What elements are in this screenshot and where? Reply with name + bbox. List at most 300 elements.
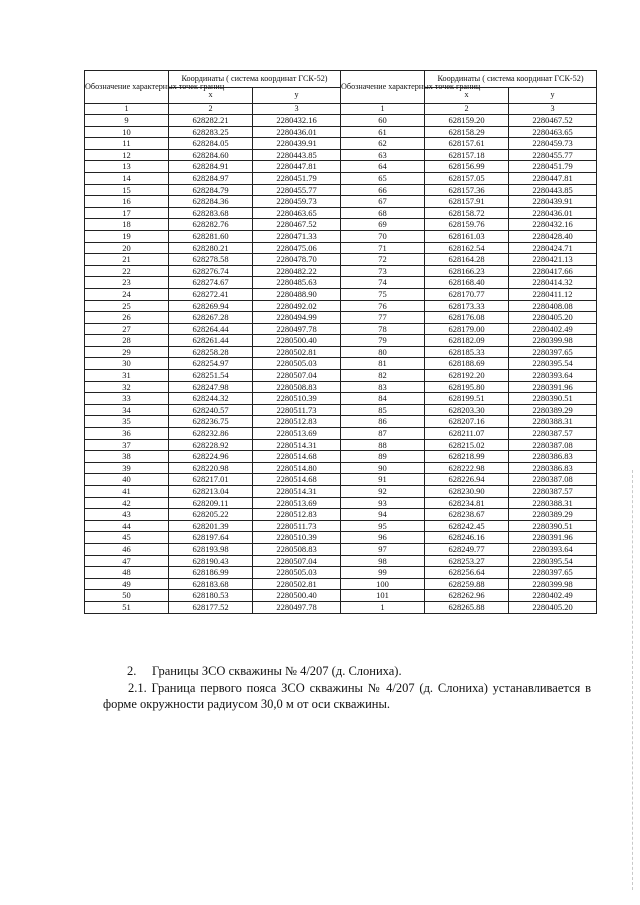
x-value-left: 628213.04 (169, 486, 253, 498)
y-value-left: 2280508.83 (253, 543, 341, 555)
x-value-left: 628276.74 (169, 265, 253, 277)
point-number-right: 98 (341, 555, 425, 567)
x-value-left: 628201.39 (169, 520, 253, 532)
point-number-right: 64 (341, 161, 425, 173)
y-value-right: 2280447.81 (509, 172, 597, 184)
x-value-left: 628282.76 (169, 219, 253, 231)
x-value-right: 628185.33 (425, 346, 509, 358)
table-row (85, 451, 597, 463)
x-value-left: 628280.21 (169, 242, 253, 254)
x-value-left: 628274.67 (169, 277, 253, 289)
point-number-left: 12 (85, 149, 169, 161)
point-number-right: 88 (341, 439, 425, 451)
table-row (85, 149, 597, 161)
point-number-right: 71 (341, 242, 425, 254)
x-value-right: 628238.67 (425, 509, 509, 521)
table-row (85, 543, 597, 555)
point-number-left: 29 (85, 346, 169, 358)
y-value-right: 2280451.79 (509, 161, 597, 173)
y-value-left: 2280494.99 (253, 312, 341, 324)
column-number: 2 (169, 104, 253, 115)
table-row (85, 230, 597, 242)
point-number-right: 85 (341, 404, 425, 416)
column-number-row (85, 104, 597, 115)
y-value-left: 2280512.83 (253, 509, 341, 521)
x-value-right: 628242.45 (425, 520, 509, 532)
table-row (85, 172, 597, 184)
y-value-left: 2280497.78 (253, 323, 341, 335)
x-value-right: 628256.64 (425, 567, 509, 579)
x-value-left: 628251.54 (169, 370, 253, 382)
y-value-left: 2280492.02 (253, 300, 341, 312)
y-value-right: 2280421.13 (509, 254, 597, 266)
table-row (85, 497, 597, 509)
table-row (85, 196, 597, 208)
x-value-left: 628232.86 (169, 428, 253, 440)
point-number-right: 66 (341, 184, 425, 196)
point-number-right: 75 (341, 288, 425, 300)
point-number-left: 28 (85, 335, 169, 347)
x-value-left: 628278.58 (169, 254, 253, 266)
x-value-left: 628209.11 (169, 497, 253, 509)
coordinates-table (84, 70, 597, 614)
point-number-right: 81 (341, 358, 425, 370)
y-value-right: 2280455.77 (509, 149, 597, 161)
x-value-right: 628230.90 (425, 486, 509, 498)
point-number-left: 24 (85, 288, 169, 300)
point-number-right: 99 (341, 567, 425, 579)
point-number-left: 40 (85, 474, 169, 486)
y-value-right: 2280428.40 (509, 230, 597, 242)
designation-header-right: Обозначение характерных точек границ (341, 71, 425, 104)
y-value-left: 2280514.68 (253, 474, 341, 486)
x-value-left: 628264.44 (169, 323, 253, 335)
point-number-right: 79 (341, 335, 425, 347)
y-value-left: 2280514.31 (253, 486, 341, 498)
table-row (85, 323, 597, 335)
y-value-right: 2280391.96 (509, 532, 597, 544)
point-number-left: 10 (85, 126, 169, 138)
table-row (85, 462, 597, 474)
y-value-left: 2280514.80 (253, 462, 341, 474)
x-value-left: 628283.25 (169, 126, 253, 138)
point-number-left: 34 (85, 404, 169, 416)
point-number-left: 51 (85, 601, 169, 613)
table-row (85, 567, 597, 579)
coordinates-header-left: Координаты ( система координат ГСК-52) (169, 71, 341, 88)
y-value-right: 2280386.83 (509, 462, 597, 474)
y-value-left: 2280439.91 (253, 138, 341, 150)
column-number: 1 (85, 104, 169, 115)
x-value-right: 628259.88 (425, 578, 509, 590)
x-value-right: 628157.91 (425, 196, 509, 208)
point-number-right: 65 (341, 172, 425, 184)
y-value-right: 2280387.08 (509, 439, 597, 451)
y-value-right: 2280399.98 (509, 578, 597, 590)
point-number-right: 73 (341, 265, 425, 277)
x-value-left: 628190.43 (169, 555, 253, 567)
x-value-right: 628203.30 (425, 404, 509, 416)
table-row (85, 590, 597, 602)
point-number-left: 41 (85, 486, 169, 498)
point-number-left: 37 (85, 439, 169, 451)
y-value-left: 2280482.22 (253, 265, 341, 277)
x-value-right: 628158.29 (425, 126, 509, 138)
y-value-left: 2280511.73 (253, 404, 341, 416)
y-value-right: 2280390.51 (509, 520, 597, 532)
table-row (85, 161, 597, 173)
point-number-right: 68 (341, 207, 425, 219)
coordinates-header-right: Координаты ( система координат ГСК-52) (425, 71, 597, 88)
x-value-right: 628161.03 (425, 230, 509, 242)
x-value-left: 628284.36 (169, 196, 253, 208)
x-value-right: 628162.54 (425, 242, 509, 254)
x-value-left: 628186.99 (169, 567, 253, 579)
y-value-right: 2280439.91 (509, 196, 597, 208)
y-value-left: 2280500.40 (253, 590, 341, 602)
table-row (85, 474, 597, 486)
x-value-left: 628247.98 (169, 381, 253, 393)
x-value-right: 628246.16 (425, 532, 509, 544)
table-row (85, 381, 597, 393)
point-number-right: 91 (341, 474, 425, 486)
x-value-left: 628193.98 (169, 543, 253, 555)
y-value-right: 2280402.49 (509, 323, 597, 335)
x-value-left: 628269.94 (169, 300, 253, 312)
y-value-left: 2280507.04 (253, 370, 341, 382)
y-value-left: 2280511.73 (253, 520, 341, 532)
table-row (85, 509, 597, 521)
table-row (85, 207, 597, 219)
y-value-right: 2280424.71 (509, 242, 597, 254)
table-row (85, 486, 597, 498)
y-value-left: 2280505.03 (253, 358, 341, 370)
point-number-left: 43 (85, 509, 169, 521)
point-number-right: 83 (341, 381, 425, 393)
point-number-right: 84 (341, 393, 425, 405)
point-number-left: 50 (85, 590, 169, 602)
table-row (85, 520, 597, 532)
point-number-left: 27 (85, 323, 169, 335)
x-value-left: 628272.41 (169, 288, 253, 300)
point-number-left: 14 (85, 172, 169, 184)
x-value-left: 628177.52 (169, 601, 253, 613)
x-value-left: 628205.22 (169, 509, 253, 521)
x-value-right: 628166.23 (425, 265, 509, 277)
y-value-right: 2280463.65 (509, 126, 597, 138)
y-value-right: 2280436.01 (509, 207, 597, 219)
y-header-right: y (509, 87, 597, 104)
y-value-left: 2280432.16 (253, 115, 341, 127)
point-number-left: 47 (85, 555, 169, 567)
x-value-left: 628197.64 (169, 532, 253, 544)
y-value-left: 2280475.06 (253, 242, 341, 254)
y-value-left: 2280505.03 (253, 567, 341, 579)
x-value-left: 628183.68 (169, 578, 253, 590)
table-row (85, 532, 597, 544)
point-number-left: 39 (85, 462, 169, 474)
table-row (85, 416, 597, 428)
y-header-left: y (253, 87, 341, 104)
table-row (85, 312, 597, 324)
y-value-right: 2280390.51 (509, 393, 597, 405)
y-value-right: 2280387.57 (509, 486, 597, 498)
coordinates-table-body (85, 115, 597, 614)
table-row (85, 393, 597, 405)
point-number-right: 69 (341, 219, 425, 231)
table-row (85, 288, 597, 300)
point-number-left: 35 (85, 416, 169, 428)
point-number-right: 90 (341, 462, 425, 474)
point-number-right: 78 (341, 323, 425, 335)
table-row (85, 115, 597, 127)
table-row (85, 358, 597, 370)
y-value-left: 2280514.68 (253, 451, 341, 463)
table-row (85, 335, 597, 347)
x-value-left: 628254.97 (169, 358, 253, 370)
y-value-left: 2280513.69 (253, 428, 341, 440)
point-number-right: 62 (341, 138, 425, 150)
y-value-left: 2280513.69 (253, 497, 341, 509)
x-value-right: 628157.05 (425, 172, 509, 184)
y-value-right: 2280388.31 (509, 416, 597, 428)
x-value-left: 628281.60 (169, 230, 253, 242)
y-value-right: 2280467.52 (509, 115, 597, 127)
x-value-left: 628180.53 (169, 590, 253, 602)
table-row (85, 277, 597, 289)
x-value-left: 628284.97 (169, 172, 253, 184)
y-value-right: 2280387.57 (509, 428, 597, 440)
point-number-left: 45 (85, 532, 169, 544)
table-row (85, 138, 597, 150)
x-value-right: 628265.88 (425, 601, 509, 613)
section-paragraph-2-1: 2.1. Граница первого пояса ЗСО скважины № 4/207 (д. Слониха) устанавливается в форме окружности радиусом 30,0 м от оси скважины. (103, 681, 591, 711)
x-value-right: 628179.00 (425, 323, 509, 335)
column-number: 1 (341, 104, 425, 115)
y-value-left: 2280502.81 (253, 346, 341, 358)
x-value-left: 628240.57 (169, 404, 253, 416)
x-value-right: 628164.28 (425, 254, 509, 266)
x-value-right: 628157.18 (425, 149, 509, 161)
x-value-right: 628199.51 (425, 393, 509, 405)
x-value-left: 628258.28 (169, 346, 253, 358)
point-number-right: 72 (341, 254, 425, 266)
point-number-right: 63 (341, 149, 425, 161)
point-number-right: 74 (341, 277, 425, 289)
point-number-left: 49 (85, 578, 169, 590)
x-value-right: 628222.98 (425, 462, 509, 474)
y-value-left: 2280447.81 (253, 161, 341, 173)
table-row (85, 346, 597, 358)
y-value-right: 2280459.73 (509, 138, 597, 150)
y-value-left: 2280497.78 (253, 601, 341, 613)
y-value-right: 2280386.83 (509, 451, 597, 463)
column-number: 2 (425, 104, 509, 115)
y-value-right: 2280388.31 (509, 497, 597, 509)
x-header-left: x (169, 87, 253, 104)
y-value-left: 2280463.65 (253, 207, 341, 219)
y-value-right: 2280405.20 (509, 312, 597, 324)
y-value-right: 2280387.08 (509, 474, 597, 486)
point-number-right: 60 (341, 115, 425, 127)
point-number-right: 77 (341, 312, 425, 324)
y-value-left: 2280459.73 (253, 196, 341, 208)
column-number: 3 (253, 104, 341, 115)
table-row (85, 126, 597, 138)
y-value-left: 2280443.85 (253, 149, 341, 161)
point-number-left: 26 (85, 312, 169, 324)
point-number-right: 93 (341, 497, 425, 509)
y-value-right: 2280389.29 (509, 404, 597, 416)
table-row (85, 428, 597, 440)
x-value-right: 628253.27 (425, 555, 509, 567)
x-value-right: 628215.02 (425, 439, 509, 451)
x-value-right: 628192.20 (425, 370, 509, 382)
y-value-left: 2280502.81 (253, 578, 341, 590)
point-number-left: 42 (85, 497, 169, 509)
x-value-right: 628234.81 (425, 497, 509, 509)
y-value-left: 2280507.04 (253, 555, 341, 567)
y-value-right: 2280397.65 (509, 346, 597, 358)
point-number-left: 21 (85, 254, 169, 266)
x-value-right: 628168.40 (425, 277, 509, 289)
x-value-left: 628236.75 (169, 416, 253, 428)
y-value-left: 2280488.90 (253, 288, 341, 300)
table-row (85, 404, 597, 416)
y-value-right: 2280399.98 (509, 335, 597, 347)
x-value-right: 628159.76 (425, 219, 509, 231)
y-value-right: 2280443.85 (509, 184, 597, 196)
designation-header-left: Обозначение характерных точек границ (85, 71, 169, 104)
x-value-right: 628158.72 (425, 207, 509, 219)
table-row (85, 254, 597, 266)
x-value-left: 628284.05 (169, 138, 253, 150)
point-number-right: 80 (341, 346, 425, 358)
x-value-right: 628226.94 (425, 474, 509, 486)
point-number-right: 67 (341, 196, 425, 208)
x-value-left: 628284.60 (169, 149, 253, 161)
y-value-left: 2280512.83 (253, 416, 341, 428)
x-value-right: 628218.99 (425, 451, 509, 463)
table-row (85, 265, 597, 277)
point-number-left: 20 (85, 242, 169, 254)
y-value-left: 2280478.70 (253, 254, 341, 266)
x-value-right: 628211.07 (425, 428, 509, 440)
point-number-left: 44 (85, 520, 169, 532)
y-value-left: 2280500.40 (253, 335, 341, 347)
x-header-right: x (425, 87, 509, 104)
point-number-left: 31 (85, 370, 169, 382)
y-value-left: 2280467.52 (253, 219, 341, 231)
point-number-left: 11 (85, 138, 169, 150)
x-value-right: 628157.36 (425, 184, 509, 196)
point-number-left: 46 (85, 543, 169, 555)
y-value-left: 2280471.33 (253, 230, 341, 242)
point-number-right: 70 (341, 230, 425, 242)
point-number-right: 95 (341, 520, 425, 532)
point-number-left: 30 (85, 358, 169, 370)
table-row (85, 370, 597, 382)
point-number-left: 48 (85, 567, 169, 579)
x-value-left: 628220.98 (169, 462, 253, 474)
point-number-right: 97 (341, 543, 425, 555)
point-number-left: 18 (85, 219, 169, 231)
x-value-right: 628176.08 (425, 312, 509, 324)
section-heading-2: 2. Границы ЗСО скважины № 4/207 (д. Слониха). (127, 664, 402, 678)
x-value-right: 628156.99 (425, 161, 509, 173)
y-value-left: 2280510.39 (253, 532, 341, 544)
y-value-left: 2280510.39 (253, 393, 341, 405)
y-value-left: 2280451.79 (253, 172, 341, 184)
point-number-left: 16 (85, 196, 169, 208)
point-number-right: 92 (341, 486, 425, 498)
y-value-right: 2280393.64 (509, 370, 597, 382)
point-number-left: 15 (85, 184, 169, 196)
point-number-left: 13 (85, 161, 169, 173)
y-value-left: 2280485.63 (253, 277, 341, 289)
y-value-right: 2280432.16 (509, 219, 597, 231)
x-value-right: 628249.77 (425, 543, 509, 555)
x-value-right: 628157.61 (425, 138, 509, 150)
point-number-right: 94 (341, 509, 425, 521)
point-number-right: 76 (341, 300, 425, 312)
table-row (85, 555, 597, 567)
table-row (85, 601, 597, 613)
x-value-right: 628170.77 (425, 288, 509, 300)
y-value-right: 2280393.64 (509, 543, 597, 555)
x-value-right: 628182.09 (425, 335, 509, 347)
x-value-left: 628284.91 (169, 161, 253, 173)
x-value-left: 628228.92 (169, 439, 253, 451)
x-value-left: 628282.21 (169, 115, 253, 127)
point-number-left: 32 (85, 381, 169, 393)
point-number-left: 17 (85, 207, 169, 219)
y-value-right: 2280411.12 (509, 288, 597, 300)
x-value-left: 628261.44 (169, 335, 253, 347)
x-value-left: 628267.28 (169, 312, 253, 324)
x-value-right: 628207.16 (425, 416, 509, 428)
table-row (85, 219, 597, 231)
point-number-right: 96 (341, 532, 425, 544)
point-number-left: 36 (85, 428, 169, 440)
point-number-right: 87 (341, 428, 425, 440)
point-number-left: 9 (85, 115, 169, 127)
point-number-left: 33 (85, 393, 169, 405)
y-value-right: 2280397.65 (509, 567, 597, 579)
point-number-left: 22 (85, 265, 169, 277)
point-number-right: 89 (341, 451, 425, 463)
scan-edge-line (632, 470, 634, 890)
table-row (85, 184, 597, 196)
x-value-left: 628224.96 (169, 451, 253, 463)
point-number-left: 38 (85, 451, 169, 463)
column-number: 3 (509, 104, 597, 115)
x-value-left: 628244.32 (169, 393, 253, 405)
y-value-right: 2280402.49 (509, 590, 597, 602)
x-value-left: 628283.68 (169, 207, 253, 219)
point-number-right: 86 (341, 416, 425, 428)
x-value-left: 628217.01 (169, 474, 253, 486)
point-number-right: 1 (341, 601, 425, 613)
y-value-right: 2280405.20 (509, 601, 597, 613)
table-row (85, 439, 597, 451)
y-value-right: 2280408.08 (509, 300, 597, 312)
point-number-right: 82 (341, 370, 425, 382)
x-value-right: 628188.69 (425, 358, 509, 370)
y-value-left: 2280436.01 (253, 126, 341, 138)
point-number-left: 23 (85, 277, 169, 289)
y-value-left: 2280508.83 (253, 381, 341, 393)
